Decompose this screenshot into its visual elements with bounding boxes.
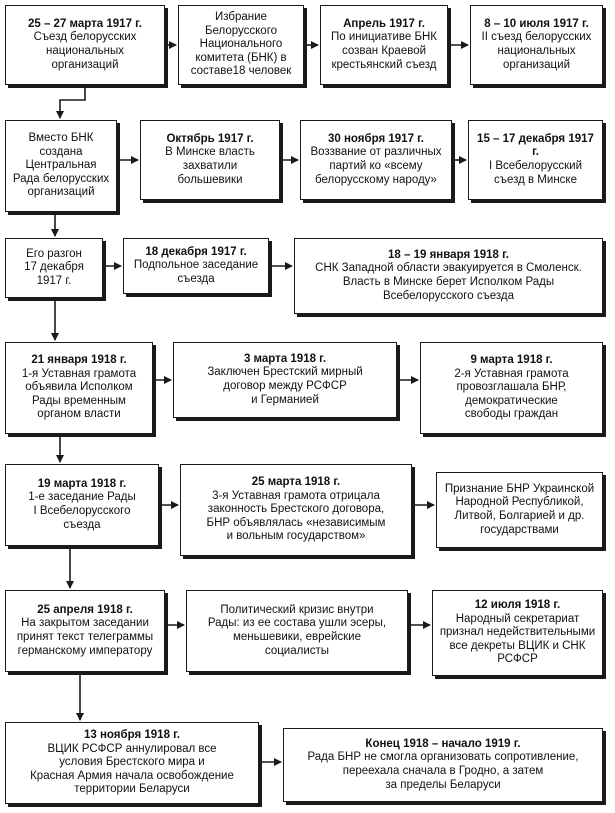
event-text: 2-я Уставная грамота провозглашала БНР, демократические свободы граждан bbox=[454, 367, 569, 421]
event-date: 3 марта 1918 г. bbox=[243, 352, 327, 365]
event-box-r3-1 bbox=[5, 238, 103, 298]
event-box-r2-1 bbox=[5, 120, 117, 212]
event-text: ВЦИК РСФСР аннулировал все условия Брестского мира и Красная Армия начала освобождение территории Беларуси bbox=[30, 742, 234, 796]
event-date: Октябрь 1917 г. bbox=[166, 132, 254, 145]
event-text: По инициативе БНК созван Краевой крестьянский съезд bbox=[330, 31, 438, 71]
event-text: СНК Западной области эвакуируется в Смоленск. Власть в Минске берет Исполком Рады Всебелорусского съезда bbox=[315, 262, 582, 302]
event-text: Его разгон 17 декабря 1917 г. bbox=[24, 247, 84, 287]
event-box-r5-2 bbox=[180, 464, 412, 556]
event-box-r1-4 bbox=[470, 5, 603, 85]
event-text: Народный секретариат признал недействительными все декреты ВЦИК и СНК РСФСР bbox=[439, 612, 596, 666]
event-box-r7-1 bbox=[5, 722, 259, 804]
event-date: 8 – 10 июля 1917 г. bbox=[484, 17, 589, 30]
event-text: Заключен Брестский мирный договор между РСФСР и Германией bbox=[207, 366, 363, 406]
event-date: 30 ноября 1917 г. bbox=[327, 132, 424, 145]
event-box-r6-2 bbox=[186, 590, 408, 672]
event-box-r2-2 bbox=[140, 120, 280, 200]
event-text: На закрытом заседании принят текст телеграммы германскому императору bbox=[16, 617, 154, 657]
event-box-r1-2 bbox=[178, 5, 304, 85]
event-text: II съезд белорусских национальных организаций bbox=[481, 31, 592, 71]
arrow-r1-r2 bbox=[60, 85, 85, 118]
event-text: В Минске власть захватили большевики bbox=[165, 146, 255, 186]
event-box-r2-3 bbox=[300, 120, 452, 200]
event-box-r4-2 bbox=[173, 342, 397, 418]
event-date: 25 апреля 1918 г. bbox=[37, 603, 133, 616]
event-text: Съезд белорусских национальных организаций bbox=[33, 31, 137, 71]
event-text: 1-е заседание Рады I Всебелорусского съезда bbox=[28, 491, 136, 531]
event-text: I Всебелорусский съезд в Минске bbox=[488, 160, 583, 186]
event-text: Воззвание от различных партий ко «всему белорусскому народу» bbox=[310, 146, 442, 186]
event-box-r2-4 bbox=[468, 120, 603, 200]
event-box-r3-3 bbox=[294, 238, 603, 314]
event-text: Вместо БНК создана Центральная Рада белорусских организаций bbox=[12, 132, 110, 199]
event-box-r1-1 bbox=[5, 5, 165, 85]
event-date: Конец 1918 – начало 1919 г. bbox=[365, 737, 521, 750]
event-text: 1-я Уставная грамота объявила Исполком Рады временным органом власти bbox=[21, 367, 137, 421]
event-date: 19 марта 1918 г. bbox=[37, 477, 127, 490]
event-text: Избрание Белорусского Национального комитета (БНК) в составе18 человек bbox=[190, 11, 292, 78]
event-box-r5-3 bbox=[436, 472, 603, 548]
event-box-r5-1 bbox=[5, 464, 159, 546]
event-box-r1-3 bbox=[320, 5, 448, 85]
event-text: Признание БНР Украинской Народной Республикой, Литвой, Болгарией и др. государствами bbox=[444, 482, 595, 536]
event-date: 9 марта 1918 г. bbox=[470, 354, 553, 367]
event-date: 18 декабря 1917 г. bbox=[145, 245, 247, 258]
event-text: Рада БНР не смогла организовать сопротивление, переехала сначала в Гродно, а затем за пределы Беларуси bbox=[307, 751, 579, 791]
event-box-r4-1 bbox=[5, 342, 153, 434]
event-date: 25 марта 1918 г. bbox=[251, 476, 341, 489]
event-date: 25 – 27 марта 1917 г. bbox=[27, 17, 143, 30]
event-box-r6-1 bbox=[5, 590, 165, 672]
event-text: 3-я Уставная грамота отрицала законность Брестского договора, БНР объявлялась «независимым и вольным государством» bbox=[206, 489, 386, 543]
event-text: Подпольное заседание съезда bbox=[133, 259, 259, 285]
event-date: Апрель 1917 г. bbox=[343, 17, 425, 30]
event-box-r3-2 bbox=[123, 238, 269, 294]
event-date: 21 января 1918 г. bbox=[31, 354, 127, 367]
event-date: 15 – 17 декабря 1917 г. bbox=[477, 132, 594, 159]
event-date: 13 ноября 1918 г. bbox=[83, 729, 180, 742]
event-text: Политический кризис внутри Рады: из ее состава ушли эсеры, меньшевики, еврейские социалисты bbox=[207, 603, 387, 657]
event-date: 18 – 19 января 1918 г. bbox=[388, 248, 509, 261]
event-box-r6-3 bbox=[432, 590, 603, 676]
event-box-r7-2 bbox=[283, 728, 603, 802]
event-date: 12 июля 1918 г. bbox=[474, 599, 561, 612]
event-box-r4-3 bbox=[420, 342, 603, 434]
